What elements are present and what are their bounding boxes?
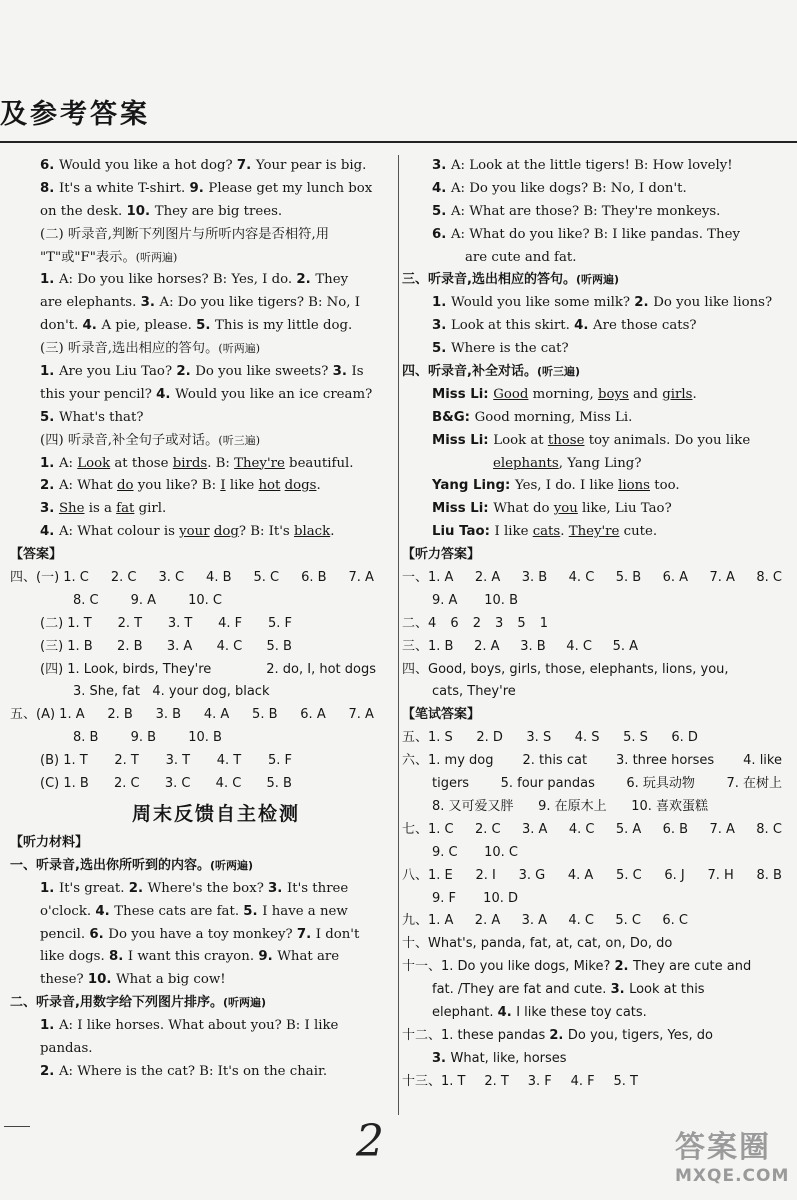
answer-row: 六、1. my dog 2. this cat 3. three horses 4. like xyxy=(402,753,782,769)
left-column xyxy=(10,155,382,1084)
watermark-url: MXQE.COM xyxy=(675,1166,790,1186)
section-heading: 四、听录音,补全对话。(听三遍) xyxy=(402,364,581,380)
text-line: 1. A: I like horses. What about you? B: I like xyxy=(40,1018,339,1034)
answer-row: 9. A 10. B xyxy=(432,592,518,608)
text-line: 6. A: What do you like? B: I like pandas. They xyxy=(432,226,740,242)
dialogue-line: Miss Li: What do you like, Liu Tao? xyxy=(432,501,672,517)
text-line: are cute and fat. xyxy=(465,249,577,265)
answer-row: 五、(A) 1. A 2. B 3. B 4. A 5. B 6. A 7. A xyxy=(10,707,374,723)
text-line: are elephants. 3. A: Do you like tigers? B: No, I xyxy=(40,295,361,311)
answer-row: tigers 5. four pandas 6. 玩具动物 7. 在树上 xyxy=(432,776,782,792)
answer-row: fat. /They are fat and cute. 3. Look at this xyxy=(432,982,705,998)
dialogue-line: Liu Tao: I like cats. They're cute. xyxy=(432,524,658,540)
text-line: 4. A: Do you like dogs? B: No, I don't. xyxy=(432,180,687,196)
text-line: 1. A: Do you like horses? B: Yes, I do. 2. They xyxy=(40,272,349,288)
watermark xyxy=(675,1122,793,1192)
dialogue-line: Yang Ling: Yes, I do. I like lions too. xyxy=(432,478,680,494)
text-line: 4. A: What colour is your dog? B: It's black. xyxy=(40,524,335,540)
answer-row: elephant. 4. I like these toy cats. xyxy=(432,1004,647,1020)
answer-row: 3. She, fat 4. your dog, black xyxy=(73,684,270,700)
text-line: 1. It's great. 2. Where's the box? 3. It's three xyxy=(40,880,349,896)
answer-heading: 【答案】 xyxy=(10,547,63,563)
dialogue-line: Miss Li: Good morning, boys and girls. xyxy=(432,386,697,402)
answer-row: 8. 又可爱又胖 9. 在原木上 10. 喜欢蛋糕 xyxy=(432,798,708,814)
answer-row: 九、1. A 2. A 3. A 4. C 5. C 6. C xyxy=(402,913,688,929)
answer-row: 3. What, like, horses xyxy=(432,1050,567,1066)
answer-heading: 【笔试答案】 xyxy=(402,707,481,723)
text-line: 3. She is a fat girl. xyxy=(40,501,167,517)
answer-row: 十一、1. Do you like dogs, Mike? 2. They are cute and xyxy=(402,959,752,975)
section-heading: 一、听录音,选出你所听到的内容。(听两遍) xyxy=(10,857,254,873)
dialogue-line: B&G: Good morning, Miss Li. xyxy=(432,409,633,425)
answer-row: (C) 1. B 2. C 3. C 4. C 5. B xyxy=(40,776,292,792)
text-line: 2. A: Where is the cat? B: It's on the chair. xyxy=(40,1063,328,1079)
text-line: don't. 4. A pie, please. 5. This is my little dog. xyxy=(40,318,353,334)
answer-heading: 【听力答案】 xyxy=(402,547,481,563)
answer-row: 8. B 9. B 10. B xyxy=(73,730,222,746)
text-line: 5. Where is the cat? xyxy=(432,341,569,357)
answer-row: cats, They're xyxy=(432,684,516,700)
text-line: 8. It's a white T-shirt. 9. Please get my lunch box xyxy=(40,180,373,196)
answer-row: (三) 1. B 2. B 3. A 4. C 5. B xyxy=(40,638,292,654)
answer-row: 9. F 10. D xyxy=(432,890,518,906)
page-number: 2 xyxy=(356,1116,384,1167)
section-heading: 【听力材料】 xyxy=(10,834,89,850)
answer-row: (四) 1. Look, birds, They're 2. do, I, hot dogs xyxy=(40,661,376,677)
text-line: these? 10. What a big cow! xyxy=(40,972,226,988)
subsection-heading: (三) 听录音,选出相应的答句。(听两遍) xyxy=(40,341,260,357)
text-line: 5. A: What are those? B: They're monkeys. xyxy=(432,203,721,219)
text-line: pandas. xyxy=(40,1040,93,1056)
answer-row: 三、1. B 2. A 3. B 4. C 5. A xyxy=(402,638,638,654)
right-column xyxy=(402,155,788,1094)
column-divider xyxy=(398,155,399,1115)
subsection-heading: "T"或"F"表示。(听两遍) xyxy=(40,249,178,265)
text-line: this your pencil? 4. Would you like an ice cream? xyxy=(40,386,373,402)
text-line: 5. What's that? xyxy=(40,409,144,425)
text-line: 1. A: Look at those birds. B: They're beautiful. xyxy=(40,455,354,471)
text-line: 6. Would you like a hot dog? 7. Your pear is big. xyxy=(40,158,367,173)
subsection-heading: (二) 听录音,判断下列图片与所听内容是否相符,用 xyxy=(40,226,329,242)
dialogue-line: Miss Li: Look at those toy animals. Do you like xyxy=(432,432,751,448)
answer-row: 十、What's, panda, fat, at, cat, on, Do, do xyxy=(402,936,673,952)
section-heading: 二、听录音,用数字给下列图片排序。(听两遍) xyxy=(10,995,267,1011)
text-line: o'clock. 4. These cats are fat. 5. I have a new xyxy=(40,903,348,919)
answer-row: 五、1. S 2. D 3. S 4. S 5. S 6. D xyxy=(402,730,698,746)
answer-row: 9. C 10. C xyxy=(432,844,518,860)
answer-row: 二、4 6 2 3 5 1 xyxy=(402,615,548,631)
text-line: 1. Are you Liu Tao? 2. Do you like sweets? 3. Is xyxy=(40,364,364,380)
answer-row: 七、1. C 2. C 3. A 4. C 5. A 6. B 7. A 8. C xyxy=(402,821,782,837)
answer-row: 四、(一) 1. C 2. C 3. C 4. B 5. C 6. B 7. A xyxy=(10,570,374,586)
dialogue-line: elephants, Yang Ling? xyxy=(493,455,642,471)
page-header: 及参考答案 xyxy=(0,99,150,130)
header-rule xyxy=(0,141,797,143)
answer-row: 四、Good, boys, girls, those, elephants, lions, you, xyxy=(402,661,729,677)
answer-row: 8. C 9. A 10. C xyxy=(73,592,222,608)
answer-row: 十三、1. T 2. T 3. F 4. F 5. T xyxy=(402,1073,638,1089)
text-line: like dogs. 8. I want this crayon. 9. What are xyxy=(40,949,340,965)
section-title: 周末反馈自主检测 xyxy=(131,802,300,825)
text-line: 3. A: Look at the little tigers! B: How lovely! xyxy=(432,158,733,173)
answer-row: 一、1. A 2. A 3. B 4. C 5. B 6. A 7. A 8. C xyxy=(402,570,782,586)
answer-row: (B) 1. T 2. T 3. T 4. T 5. F xyxy=(40,753,292,769)
text-line: on the desk. 10. They are big trees. xyxy=(40,203,283,219)
text-line: 2. A: What do you like? B: I like hot dogs. xyxy=(40,478,321,494)
answer-row: 八、1. E 2. I 3. G 4. A 5. C 6. J 7. H 8. B xyxy=(402,867,782,883)
answer-row: (二) 1. T 2. T 3. T 4. F 5. F xyxy=(40,615,292,631)
answer-row: 十二、1. these pandas 2. Do you, tigers, Yes, do xyxy=(402,1027,713,1043)
text-line: pencil. 6. Do you have a toy monkey? 7. I don't xyxy=(40,926,360,942)
corner-mark xyxy=(4,1126,30,1127)
watermark-text: 答案圈 xyxy=(675,1130,771,1165)
subsection-heading: (四) 听录音,补全句子或对话。(听三遍) xyxy=(40,432,260,448)
text-line: 3. Look at this skirt. 4. Are those cats? xyxy=(432,318,697,334)
section-heading: 三、听录音,选出相应的答句。(听两遍) xyxy=(402,272,620,288)
text-line: 1. Would you like some milk? 2. Do you like lions? xyxy=(432,295,773,311)
